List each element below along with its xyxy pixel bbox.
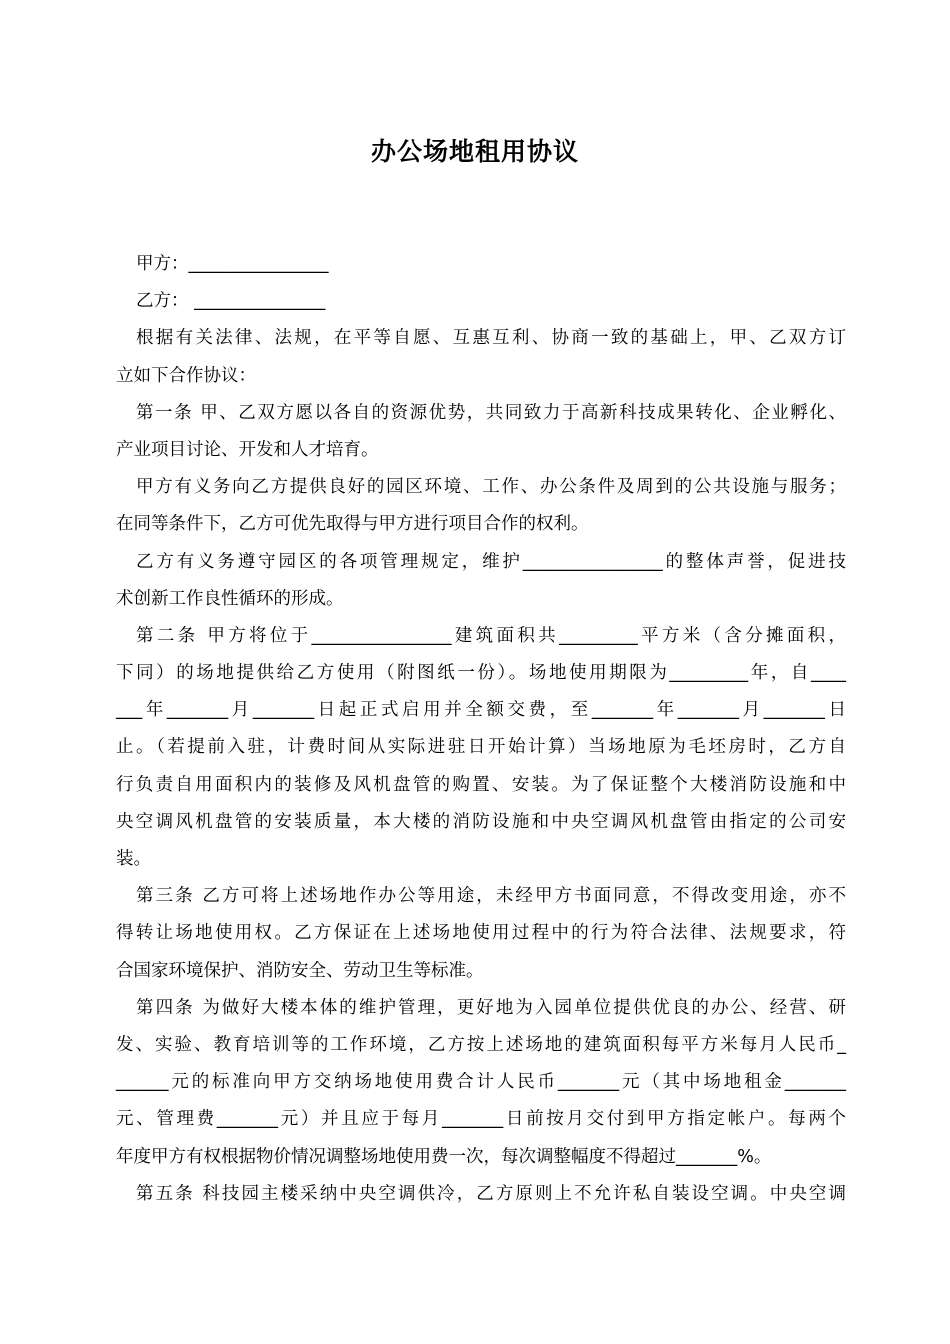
article-2-line: 止。（若提前入驻，计费时间从实际进驻日开始计算）当场地原为毛坯房时，乙方自 [116, 737, 846, 758]
article-5-line: 第五条 科技园主楼采纳中央空调供冷，乙方原则上不允许私自装设空调。中央空调 [136, 1183, 846, 1204]
paragraph-line: 立如下合作协议： [116, 365, 256, 386]
paragraph-line: 术创新工作良性循环的形成。 [116, 588, 344, 609]
paragraph-line: 乙方有义务遵守园区的各项管理规定，维护________________的整体声誉，促进技 [136, 551, 846, 572]
paragraph-line: 在同等条件下，乙方可优先取得与甲方进行项目合作的权利。 [116, 514, 589, 535]
article-4-line: 年度甲方有权根据物价情况调整场地使用费一次，每次调整幅度不得超过_______%。 [116, 1146, 772, 1167]
document-title: 办公场地租用协议 [370, 137, 579, 166]
article-3-line: 第三条 乙方可将上述场地作办公等用途，未经甲方书面同意，不得改变用途，亦不 [136, 886, 846, 907]
article-4-line: 第四条 为做好大楼本体的维护管理，更好地为入园单位提供优良的办公、经营、研 [136, 997, 846, 1018]
party-b-line: 乙方： _______________ [136, 291, 326, 312]
article-1-line: 产业项目讨论、开发和人才培育。 [116, 439, 379, 460]
paragraph-line: 甲方有义务向乙方提供良好的园区环境、工作、办公条件及周到的公共设施与服务； [136, 477, 846, 498]
paragraph-line: 根据有关法律、法规，在平等自愿、互惠互利、协商一致的基础上，甲、乙双方订 [136, 328, 846, 349]
article-2-line: 下同）的场地提供给乙方使用（附图纸一份）。场地使用期限为_________年，自____ [116, 663, 846, 684]
article-2-line: 第二条 甲方将位于________________建筑面积共_________平方米（含分摊面积， [136, 625, 846, 646]
article-1-line: 第一条 甲、乙双方愿以各自的资源优势，共同致力于高新科技成果转化、企业孵化、 [136, 402, 846, 423]
article-4-line: ______元的标准向甲方交纳场地使用费合计人民币_______元（其中场地租金_______ [116, 1072, 846, 1093]
article-3-line: 得转让场地使用权。乙方保证在上述场地使用过程中的行为符合法律、法规要求，符 [116, 923, 846, 944]
article-2-line: 央空调风机盘管的安装质量，本大楼的消防设施和中央空调风机盘管由指定的公司安 [116, 811, 846, 832]
article-2-line: 装。 [116, 849, 151, 869]
article-4-line: 发、实验、教育培训等的工作环境，乙方按上述场地的建筑面积每平方米每月人民币_ [116, 1034, 846, 1055]
article-2-line: 行负责自用面积内的装修及风机盘管的购置、安装。为了保证整个大楼消防设施和中 [116, 774, 846, 795]
article-3-line: 合国家环境保护、消防安全、劳动卫生等标准。 [116, 960, 484, 981]
article-2-line: ___年_______月_______日起正式启用并全额交费，至_______年_______月_______日 [116, 700, 846, 721]
party-a-line: 甲方：________________ [136, 254, 329, 274]
article-4-line: 元、管理费_______元）并且应于每月_______日前按月交付到甲方指定帐户。每两个 [116, 1109, 846, 1130]
document-body [116, 246, 846, 1213]
